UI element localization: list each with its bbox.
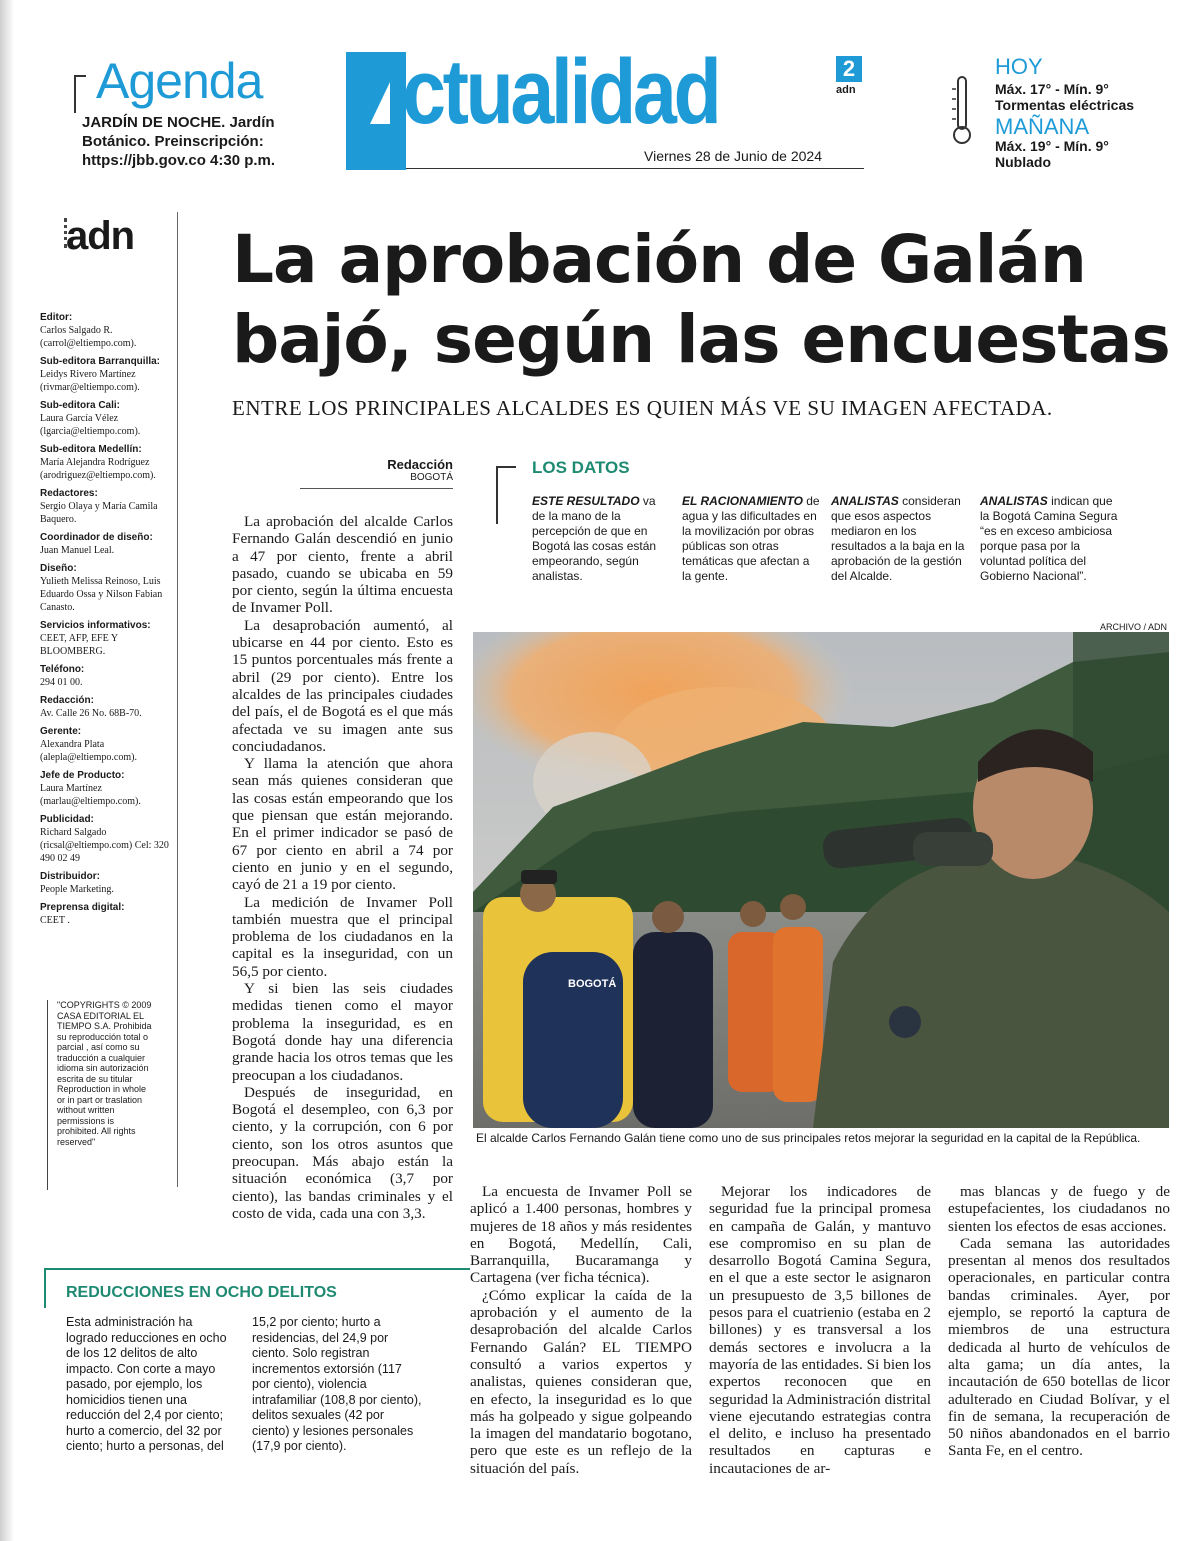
- sidebar-divider: [177, 212, 178, 1187]
- staff-role: Publicidad:: [40, 814, 94, 825]
- article-paragraph: Cada semana las autoridades presentan al menos dos resultados operacionales, en particular contra bandas criminales. Ayer, por ejemplo, se reportó la captura de miembros de una estructura dedicada al hurto de vehículos de alta gama; un día antes, la incautación de 650 botellas de licor adulterado en Ciudad Bolívar, y el fin de semana, la recuperación de 50 niños abandonados en el barrio Santa Fe, en el centro.: [948, 1234, 1170, 1460]
- byline: [300, 457, 453, 483]
- staff-value: Leidys Rivero Martínez (rivmar@eltiempo.com).: [40, 369, 140, 393]
- staff-role: Gerente:: [40, 726, 82, 737]
- masthead-rule: [406, 168, 864, 169]
- article-column-1: [232, 513, 453, 1222]
- adn-logo: adn: [66, 214, 135, 258]
- box-column-1: Esta administración ha logrado reducciones en ocho de los 12 delitos de alto impacto. Con corte a mayo pasado, por ejemplo, los homicidios tienen una reducción del 2,4 por ciento; hurto a comercio, del 32 por ciento; hurto a personas, del: [66, 1315, 227, 1453]
- staff-role: Jefe de Producto:: [40, 770, 125, 781]
- dato-item: ANALISTAS consideran que esos aspectos mediaron en los resultados a la baja en la aprobación de la gestión del Alcalde.: [831, 494, 965, 583]
- headline-line-2: bajó, según las encuestas: [232, 301, 1170, 378]
- publication-date: Viernes 28 de Junio de 2024: [644, 148, 822, 164]
- article-photo: [473, 632, 1169, 1128]
- page-edge-shadow: [0, 0, 14, 1541]
- article-paragraph: Y si bien las seis ciudades medidas tienen como el mayor problema la inseguridad, es en Bogotá donde hay una diferencia grande hacia los otros temas que les preocupan a los ciudadanos.: [232, 980, 453, 1084]
- staff-role: Sub-editora Medellín:: [40, 444, 142, 455]
- photo-vest-text: BOGOTÁ: [568, 978, 617, 990]
- article-column-3: [709, 1183, 931, 1477]
- article-column-4: [948, 1183, 1170, 1460]
- staff-role: Teléfono:: [40, 664, 85, 675]
- staff-role: Sub-editora Barranquilla:: [40, 356, 161, 367]
- staff-role: Redacción:: [40, 695, 94, 706]
- staff-role: Editor:: [40, 312, 73, 323]
- byline-location: BOGOTÁ: [410, 472, 453, 483]
- staff-value: Laura Martínez (marlau@eltiempo.com).: [40, 783, 141, 807]
- copyright-notice: "COPYRIGHTS © 2009 CASA EDITORIAL EL TIEMPO S.A. Prohibida su reproducción total o parcial , así como su traducción a cualquier idioma sin autorización escrita de su titular Reproduction in whole or in part or traslation without written permissions is prohibited. All rights reserved": [57, 1000, 152, 1147]
- article-paragraph: ¿Cómo explicar la caída de la aprobación y el aumento de la desaprobación del alcalde Carlos Fernando Galán? EL TIEMPO consultó a varios expertos y analistas, quienes consideran que, en efecto, la inseguridad es lo que más ha golpeado y sigue golpeando la imagen del mandatario bogotano, pero que este es un reflejo de la situación del país.: [470, 1286, 692, 1477]
- staff-role: Sub-editora Cali:: [40, 400, 121, 411]
- staff-value: Alexandra Plata (alepla@eltiempo.com).: [40, 739, 137, 763]
- dato-item: EL RACIONAMIENTO de agua y las dificultades en la movilización por obras públicas son otras temáticas que afectan a la gente.: [682, 494, 820, 583]
- staff-value: Carlos Salgado R. (carrol@eltiempo.com).: [40, 325, 137, 349]
- article-paragraph: La aprobación del alcalde Carlos Fernando Galán descendió en junio a 47 por ciento, frente a abril pasado, cuando se ubicaba en 59 por ciento, según la última encuesta de Invamer Poll.: [232, 513, 453, 617]
- weather-tomorrow-label: MAÑANA: [995, 114, 1090, 139]
- staff-role: Servicios informativos:: [40, 620, 151, 631]
- staff-value: Yulieth Melissa Reinoso, Luis Eduardo Ossa y Nilson Fabian Canasto.: [40, 576, 163, 613]
- staff-value: People Marketing.: [40, 884, 114, 895]
- weather-tomorrow-desc: Nublado: [995, 154, 1051, 170]
- copyright-rule: [47, 1000, 48, 1190]
- byline-author: Redacción: [387, 457, 453, 472]
- thermometer-icon: [950, 75, 974, 145]
- subheadline: ENTRE LOS PRINCIPALES ALCALDES ES QUIEN MÁS VE SU IMAGEN AFECTADA.: [232, 396, 1053, 420]
- article-paragraph: Mejorar los indicadores de seguridad fue la principal promesa en campaña de Galán, y mantuvo ese compromiso en su plan de desarrollo Bogotá Camina Segura, en el que a este sector le asignaron un presupuesto de 3,5 billones de pesos para el cuatrienio (estaba en 2 billones) y es transversal a los demás sectores e involucra a la mayoría de las entidades. Si bien los expertos reconocen que en seguridad la Administración distrital viene ejecutando estrategias contra el delito, e incluso ha presentado resultados en capturas e incautaciones de ar-: [709, 1183, 931, 1477]
- byline-rule: [300, 488, 453, 489]
- staff-value: María Alejandra Rodríguez (arodriguez@eltiempo.com).: [40, 457, 156, 481]
- staff-role: Coordinador de diseño:: [40, 532, 153, 543]
- staff-value: Juan Manuel Leal.: [40, 545, 115, 556]
- dato-item: ESTE RESULTADO va de la mano de la percepción de que en Bogotá las cosas están empeorando, según analistas.: [532, 494, 657, 583]
- staff-value: Richard Salgado (ricsal@eltiempo.com) Cel: 320 490 02 49: [40, 827, 169, 864]
- masthead-a-shape: [346, 52, 406, 170]
- staff-role: Diseño:: [40, 563, 77, 574]
- article-paragraph: La medición de Invamer Poll también muestra que el principal problema de los ciudadanos en la capital es la inseguridad, con un 56,5 por ciento.: [232, 893, 453, 980]
- section-number-badge: 2: [836, 56, 862, 82]
- article-paragraph: La encuesta de Invamer Poll se aplicó a 1.400 personas, hombres y mujeres de 18 años y más residentes en Bogotá, Medellín, Cali, Barranquilla, Bucaramanga y Cartagena (ver ficha técnica).: [470, 1183, 692, 1287]
- dato-item: ANALISTAS indican que la Bogotá Camina Segura “es en exceso ambiciosa porque pasa por la voluntad política del Gobierno Nacional”.: [980, 494, 1118, 583]
- weather-today-temp: Máx. 17° - Mín. 9°: [995, 81, 1109, 97]
- staff-value: Av. Calle 26 No. 68B-70.: [40, 708, 142, 719]
- staff-value: 294 01 00.: [40, 677, 83, 688]
- masthead-letter-block: [346, 52, 406, 170]
- headline-line-1: La aprobación de Galán: [232, 221, 1086, 298]
- box-title: REDUCCIONES EN OCHO DELITOS: [66, 1284, 337, 1301]
- agenda-title: Agenda: [96, 53, 263, 109]
- staff-role: Redactores:: [40, 488, 98, 499]
- box-rule-top: [44, 1268, 470, 1270]
- photo-credit: ARCHIVO / ADN: [1100, 622, 1168, 632]
- staff-value: Sergio Olaya y María Camila Baquero.: [40, 501, 158, 525]
- section-brand: adn: [836, 84, 856, 96]
- staff-role: Preprensa digital:: [40, 902, 125, 913]
- photo-caption: El alcalde Carlos Fernando Galán tiene como uno de sus principales retos mejorar la seguridad en la capital de la República.: [476, 1131, 1141, 1145]
- box-rule-left: [44, 1268, 46, 1308]
- staff-list: [40, 306, 175, 927]
- masthead-title: ctualidad: [402, 41, 719, 143]
- datos-bracket: [496, 466, 516, 524]
- article-paragraph: mas blancas y de fuego y de estupefacientes, los ciudadanos no sienten los efectos de esas acciones.: [948, 1183, 1170, 1235]
- weather-tomorrow-temp: Máx. 19° - Mín. 9°: [995, 138, 1109, 154]
- article-paragraph: Después de inseguridad, en Bogotá el desempleo, con 6,3 por ciento, y la corrupción, con 6 por ciento, son los otros asuntos que preocupan. Más abajo están la situación económica (3,7 por ciento), las bandas criminales y el costo de vida, cada una con 3,3.: [232, 1083, 453, 1222]
- article-paragraph: La desaprobación aumentó, al ubicarse en 44 por ciento. Esto es 15 puntos porcentuales más frente a abril (29 por ciento). Entre los alcaldes de las principales ciudades del país, el de Bogotá es el que más afectada ve su imagen ante sus conciudadanos.: [232, 616, 453, 755]
- weather-today-label: HOY: [995, 54, 1043, 79]
- staff-value: CEET .: [40, 915, 70, 926]
- staff-value: CEET, AFP, EFE Y BLOOMBERG.: [40, 633, 118, 657]
- staff-role: Distribuidor:: [40, 871, 100, 882]
- staff-value: Laura García Vélez (lgarcia@eltiempo.com).: [40, 413, 141, 437]
- agenda-text: JARDÍN DE NOCHE. Jardín Botánico. Preinscripción: https://jbb.gov.co 4:30 p.m.: [82, 114, 276, 169]
- article-column-2: [470, 1183, 692, 1477]
- weather-today-desc: Tormentas eléctricas: [995, 97, 1135, 113]
- box-column-2: 15,2 por ciento; hurto a residencias, del 24,9 por ciento. Solo registran incrementos extorsión (117 por ciento), violencia intrafamiliar (108,8 por ciento), delitos sexuales (42 por ciento) y lesiones personales (17,9 por ciento).: [252, 1315, 422, 1453]
- article-paragraph: Y llama la atención que ahora sean más quienes consideran que las cosas están empeorando que los que piensan que están mejorando. En el primer indicador se pasó de 67 por ciento en abril a 74 por ciento en junio y en el segundo, cayó de 21 a 19 por ciento.: [232, 755, 453, 894]
- agenda-bracket: [74, 75, 86, 113]
- datos-title: LOS DATOS: [532, 458, 630, 477]
- headline: [232, 220, 1172, 380]
